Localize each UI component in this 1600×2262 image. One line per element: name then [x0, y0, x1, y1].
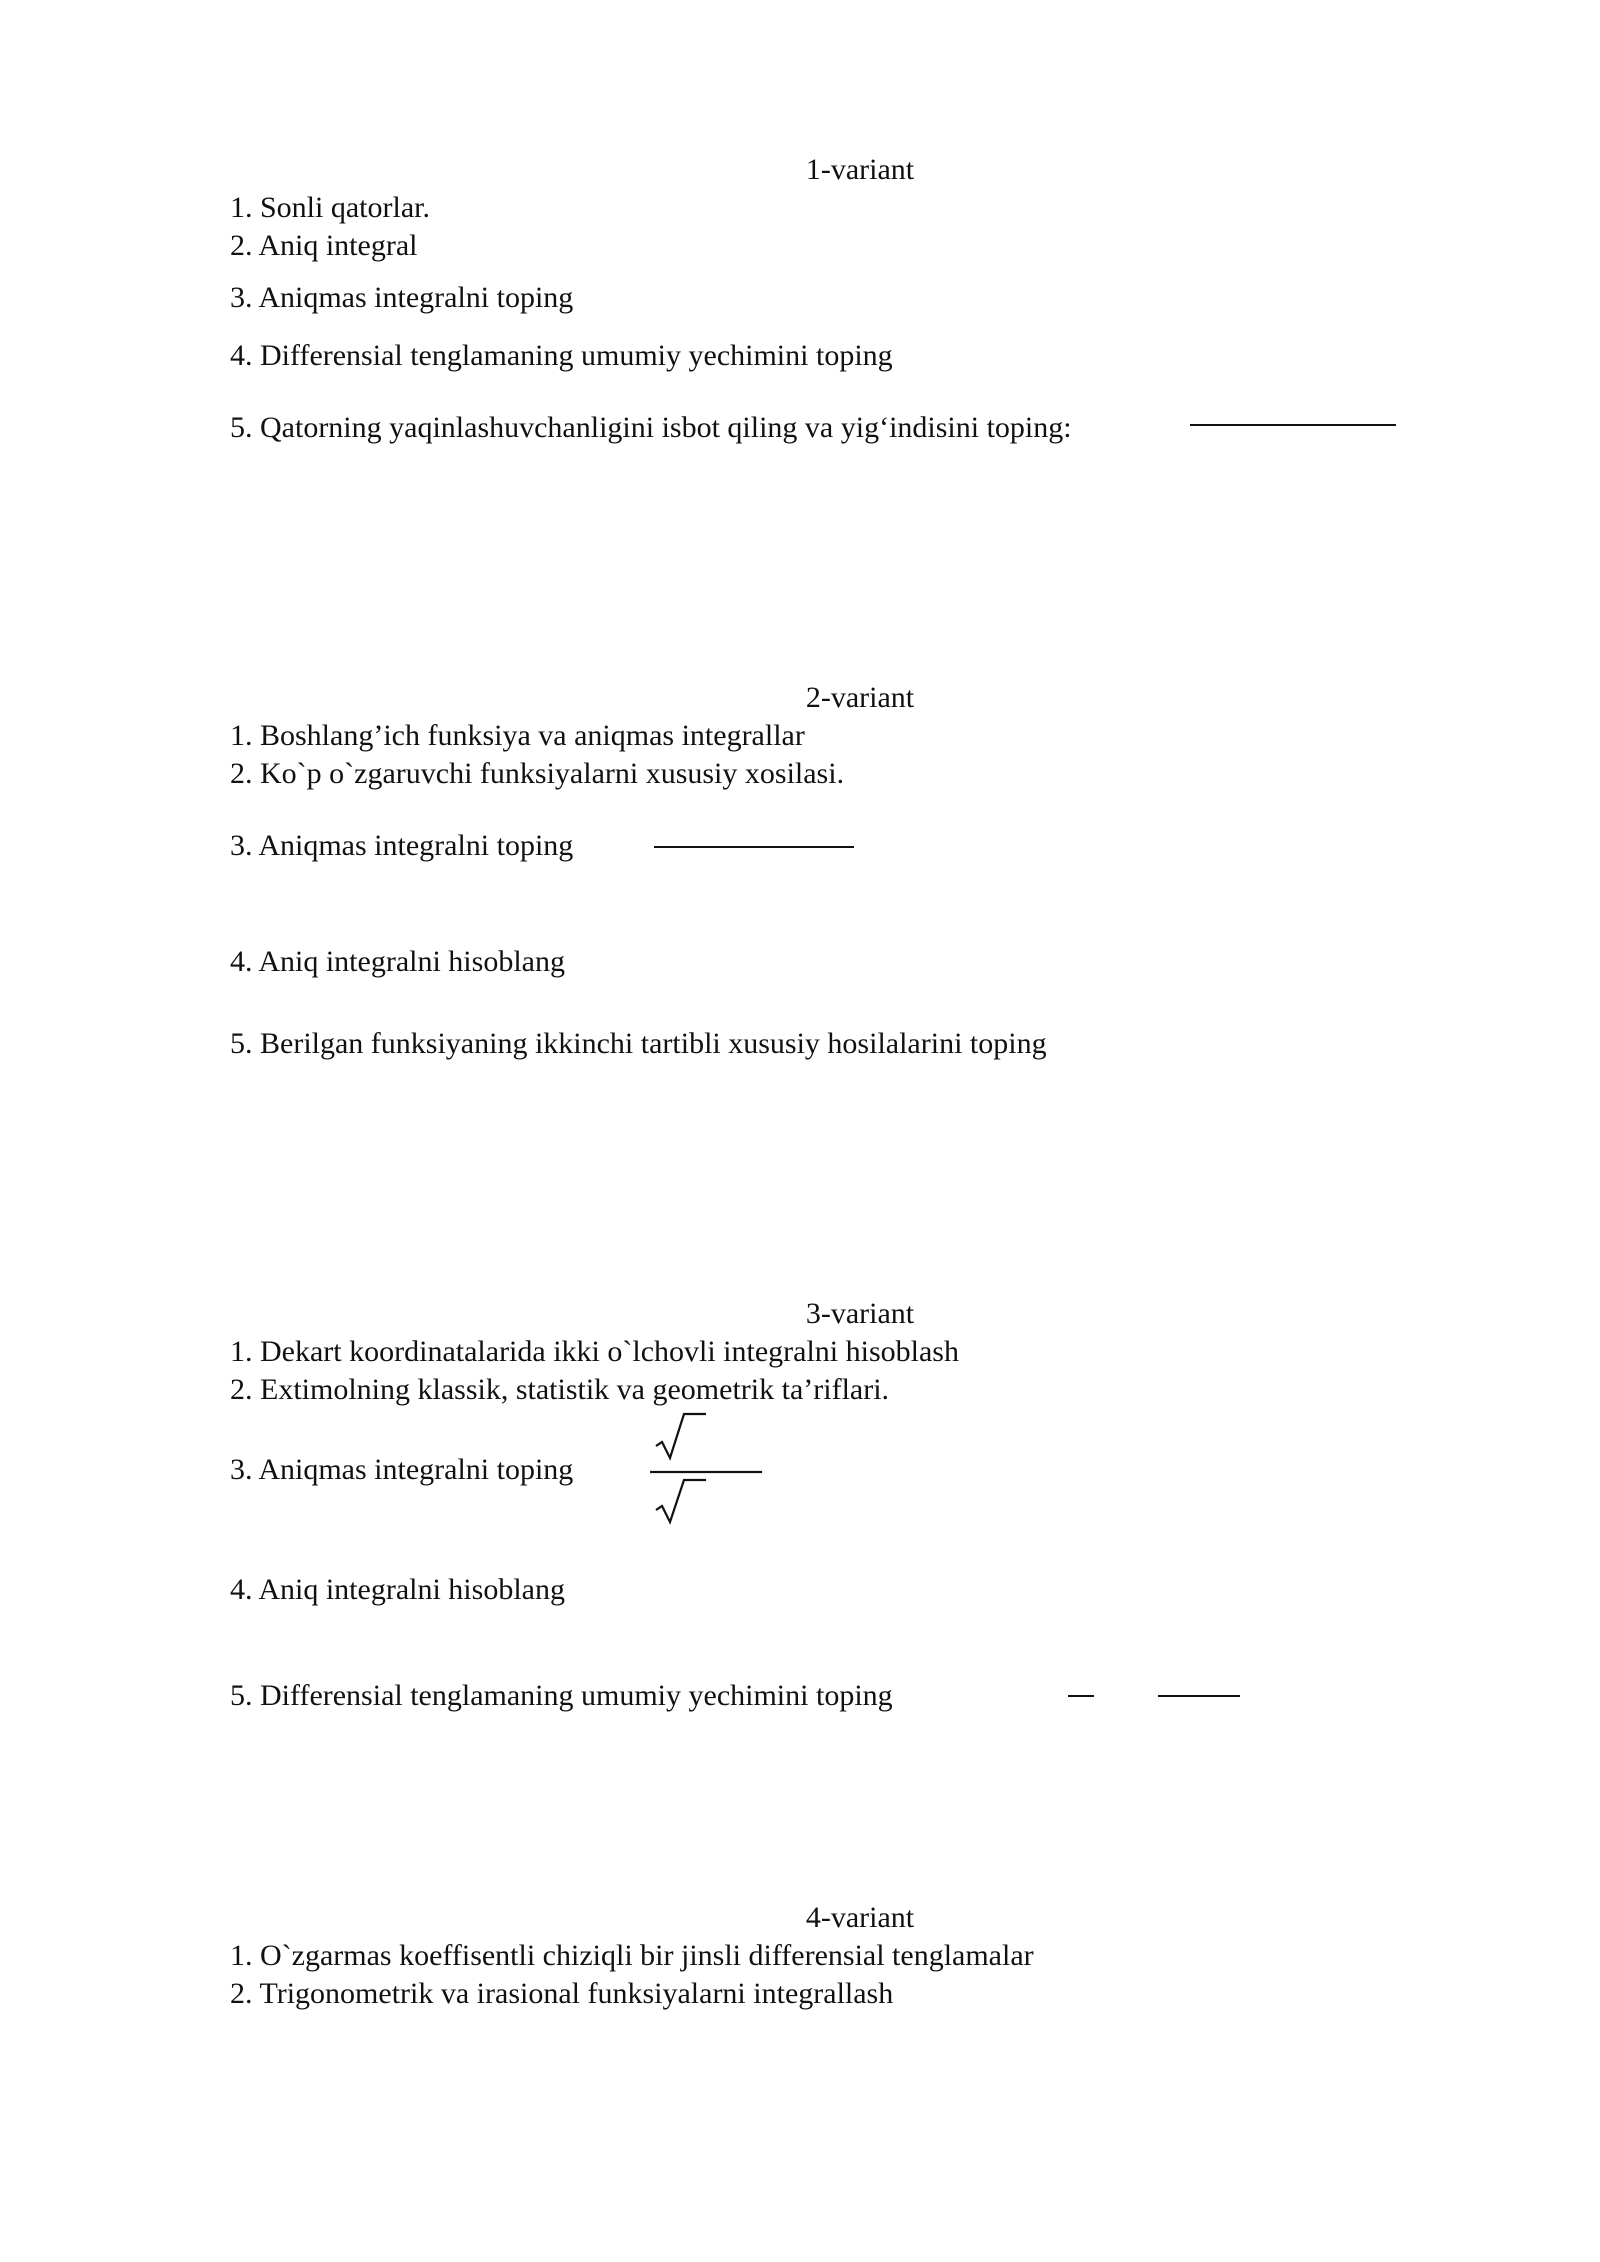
formula-fraction-bar — [1158, 1695, 1240, 1697]
variant-2-item-2: 2. Ko`p o`zgaruvchi funksiyalarni xususiy xosilasi. — [230, 757, 845, 790]
variant-2-item-5: 5. Berilgan funksiyaning ikkinchi tartibli xususiy hosilalarini toping — [230, 1027, 1047, 1060]
variant-2-item-1: 1. Boshlang’ich funksiya va aniqmas integrallar — [230, 719, 805, 752]
variant-3-item-2: 2. Extimolning klassik, statistik va geometrik ta’riflari. — [230, 1373, 890, 1406]
variant-1-item-1: 1. Sonli qatorlar. — [230, 191, 430, 224]
variant-2-item-3: 3. Aniqmas integralni toping — [230, 829, 574, 862]
variant-3-item-3: 3. Aniqmas integralni toping — [230, 1453, 574, 1486]
variant-1-item-5: 5. Qatorning yaqinlashuvchanligini isbot qiling va yig‘indisini toping: — [230, 411, 1072, 444]
square-root-icon — [656, 1480, 706, 1522]
variant-2-title: 2-variant — [805, 681, 915, 714]
variant-4-item-2: 2. Trigonometrik va irasional funksiyalarni integrallash — [230, 1977, 894, 2010]
square-root-icon — [656, 1414, 706, 1458]
variant-3-title: 3-variant — [805, 1297, 915, 1330]
variant-4-item-1: 1. O`zgarmas koeffisentli chiziqli bir jinsli differensial tenglamalar — [230, 1939, 1034, 1972]
variant-1-item-2: 2. Aniq integral — [230, 229, 418, 262]
variant-2-item-4: 4. Aniq integralni hisoblang — [230, 945, 565, 978]
variant-4-title: 4-variant — [805, 1901, 915, 1934]
variant-3-item-1: 1. Dekart koordinatalarida ikki o`lchovli integralni hisoblash — [230, 1335, 959, 1368]
variant-1-item-3: 3. Aniqmas integralni toping — [230, 281, 574, 314]
variant-1-title: 1-variant — [805, 153, 915, 186]
formula-fraction-bar — [654, 846, 854, 848]
variant-1-item-4: 4. Differensial tenglamaning umumiy yechimini toping — [230, 339, 893, 372]
variant-3-item-4: 4. Aniq integralni hisoblang — [230, 1573, 565, 1606]
variant-3-item-5: 5. Differensial tenglamaning umumiy yechimini toping — [230, 1679, 893, 1712]
radical-fraction-formula — [648, 1410, 768, 1530]
formula-fraction-bar — [1190, 424, 1396, 426]
formula-fraction-bar — [1068, 1695, 1094, 1697]
